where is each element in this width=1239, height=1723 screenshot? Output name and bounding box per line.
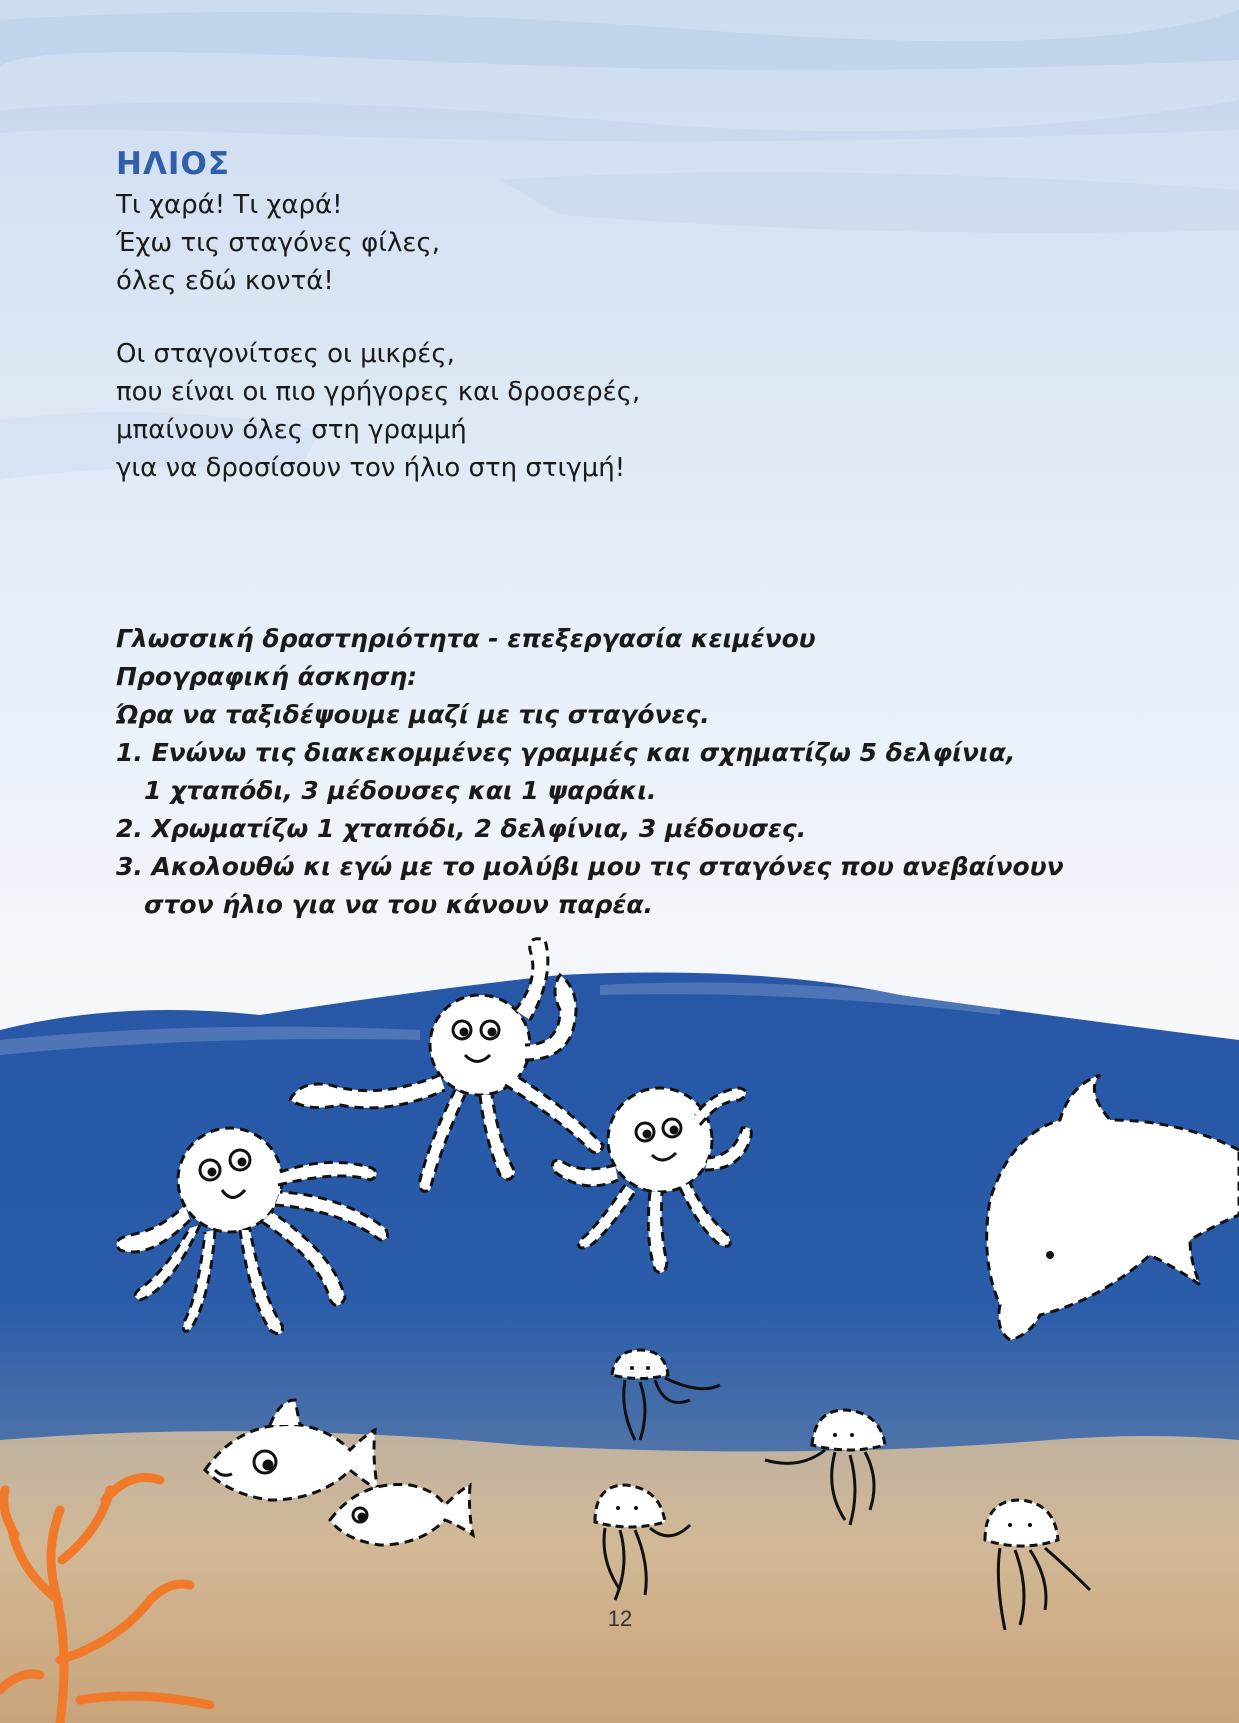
- page-number: 12: [607, 1606, 633, 1631]
- activity-subheading: Προγραφική άσκηση:: [116, 662, 418, 691]
- poem-line: Τι χαρά! Τι χαρά!: [116, 190, 343, 220]
- poem-line: για να δροσίσουν τον ήλιο στη στιγμή!: [116, 453, 626, 483]
- poem-line: Οι σταγονίτσες οι μικρές,: [116, 339, 455, 369]
- activity-instructions: [116, 620, 1064, 924]
- poem-line: μπαίνουν όλες στη γραμμή: [116, 415, 467, 445]
- dolphin-eye: [1046, 1251, 1054, 1259]
- poem-title: ΗΛΙΟΣ: [116, 146, 230, 182]
- activity-item-2: 2. Χρωματίζω 1 χταπόδι, 2 δελφίνια, 3 μέδουσες.: [116, 814, 807, 843]
- poem-line: Έχω τις σταγόνες φίλες,: [116, 228, 441, 258]
- activity-item-1-continued: 1 χταπόδι, 3 μέδουσες και 1 ψαράκι.: [144, 776, 657, 805]
- activity-intro: Ώρα να ταξιδέψουμε μαζί με τις σταγόνες.: [116, 700, 710, 729]
- activity-heading: Γλωσσική δραστηριότητα - επεξεργασία κειμένου: [116, 624, 816, 653]
- poem-line: που είναι οι πιο γρήγορες και δροσερές,: [116, 377, 641, 407]
- activity-item-3: 3. Ακολουθώ κι εγώ με το μολύβι μου τις σταγόνες που ανεβαίνουν: [116, 852, 1064, 881]
- sand: [0, 1431, 1239, 1723]
- stanza-gap: [116, 300, 640, 335]
- poem: [116, 146, 640, 487]
- poem-line: όλες εδώ κοντά!: [116, 266, 334, 296]
- activity-item-3-continued: στον ήλιο για να του κάνουν παρέα.: [144, 890, 654, 919]
- activity-item-1: 1. Ενώνω τις διακεκομμένες γραμμές και σχηματίζω 5 δελφίνια,: [116, 738, 1016, 767]
